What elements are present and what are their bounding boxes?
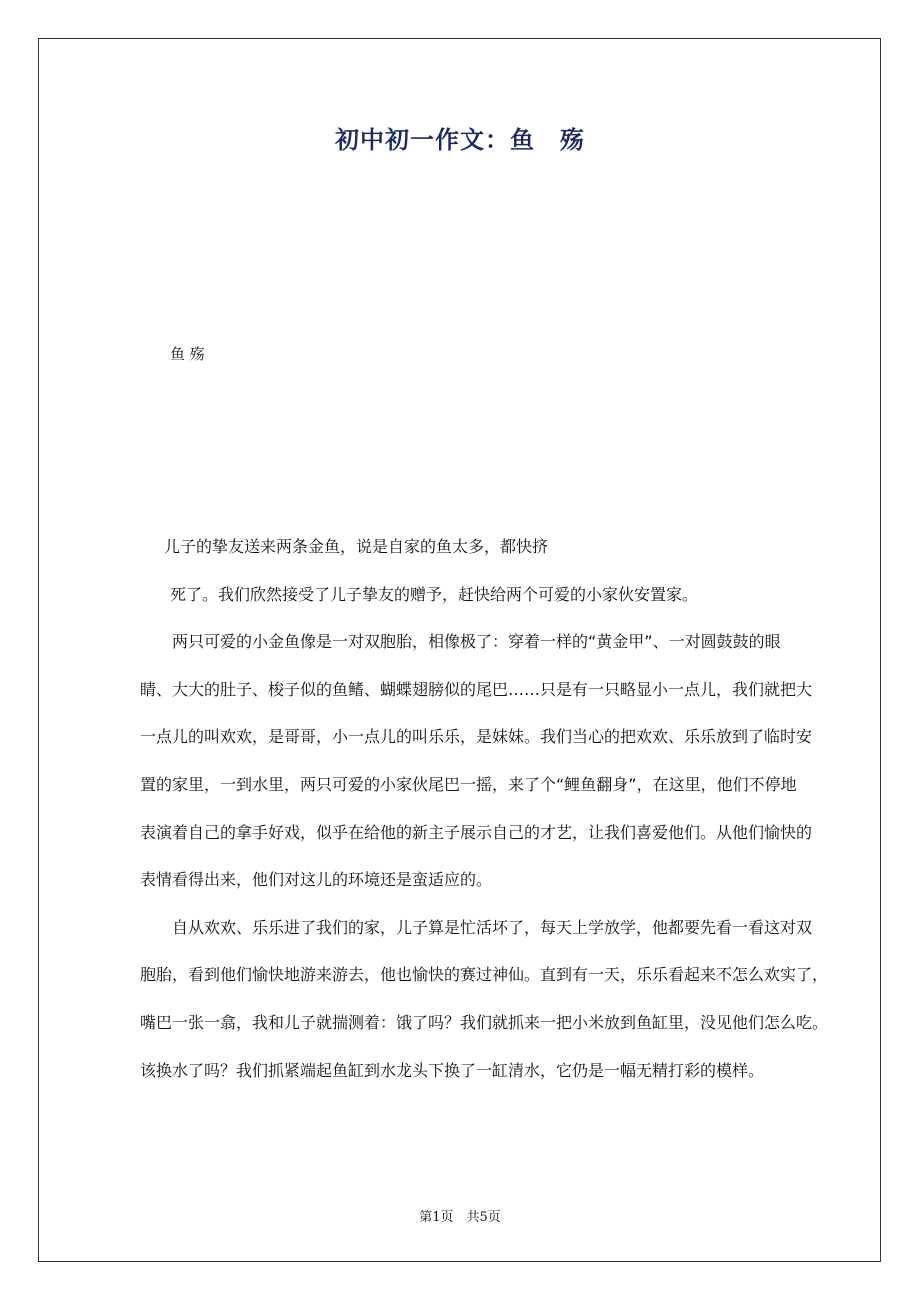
- text-line: 一点儿的叫欢欢，是哥哥，小一点儿的叫乐乐，是妹妹。我们当心的把欢欢、乐乐放到了临时安: [140, 727, 813, 747]
- text-line: 表演着自己的拿手好戏，似乎在给他的新主子展示自己的才艺，让我们喜爱他们。从他们愉快的: [140, 822, 813, 842]
- document-title: 初中初一作文：鱼 殇: [335, 126, 585, 154]
- text-line: 嘴巴一张一翕，我和儿子就揣测着：饿了吗？我们就抓来一把小米放到鱼缸里，没见他们怎么吃。: [140, 1012, 829, 1032]
- text-line: 两只可爱的小金鱼像是一对双胞胎，相像极了：穿着一样的“黄金甲”、一对圆鼓鼓的眼: [140, 632, 781, 652]
- text-line: 儿子的挚友送来两条金鱼，说是自家的鱼太多，都快挤: [148, 537, 549, 556]
- essay-body: [140, 534, 829, 1105]
- essay-subtitle: 鱼 殇: [170, 345, 205, 363]
- text-line: 睛、大大的肚子、梭子似的鱼鳍、蝴蝶翅膀似的尾巴……只是有一只略显小一点儿，我们就把大: [140, 679, 813, 699]
- text-line: 死了。我们欣然接受了儿子挚友的赠予，赶快给两个可爱的小家伙安置家。: [170, 584, 699, 604]
- text-line: 胞胎，看到他们愉快地游来游去，他也愉快的赛过神仙。直到有一天，乐乐看起来不怎么欢实了，: [140, 965, 829, 985]
- text-line: 该换水了吗？我们抓紧端起鱼缸到水龙头下换了一缸清水，它仍是一幅无精打彩的模样。: [140, 1060, 765, 1080]
- text-line: 自从欢欢、乐乐进了我们的家，儿子算是忙活坏了，每天上学放学，他都要先看一看这对双: [140, 917, 813, 937]
- text-line: 置的家里，一到水里，两只可爱的小家伙尾巴一摇，来了个“鲤鱼翻身”，在这里，他们不停地: [140, 774, 797, 794]
- text-line: 表情看得出来，他们对这儿的环境还是蛮适应的。: [140, 870, 493, 890]
- page-number: 第1页 共5页: [419, 1210, 501, 1225]
